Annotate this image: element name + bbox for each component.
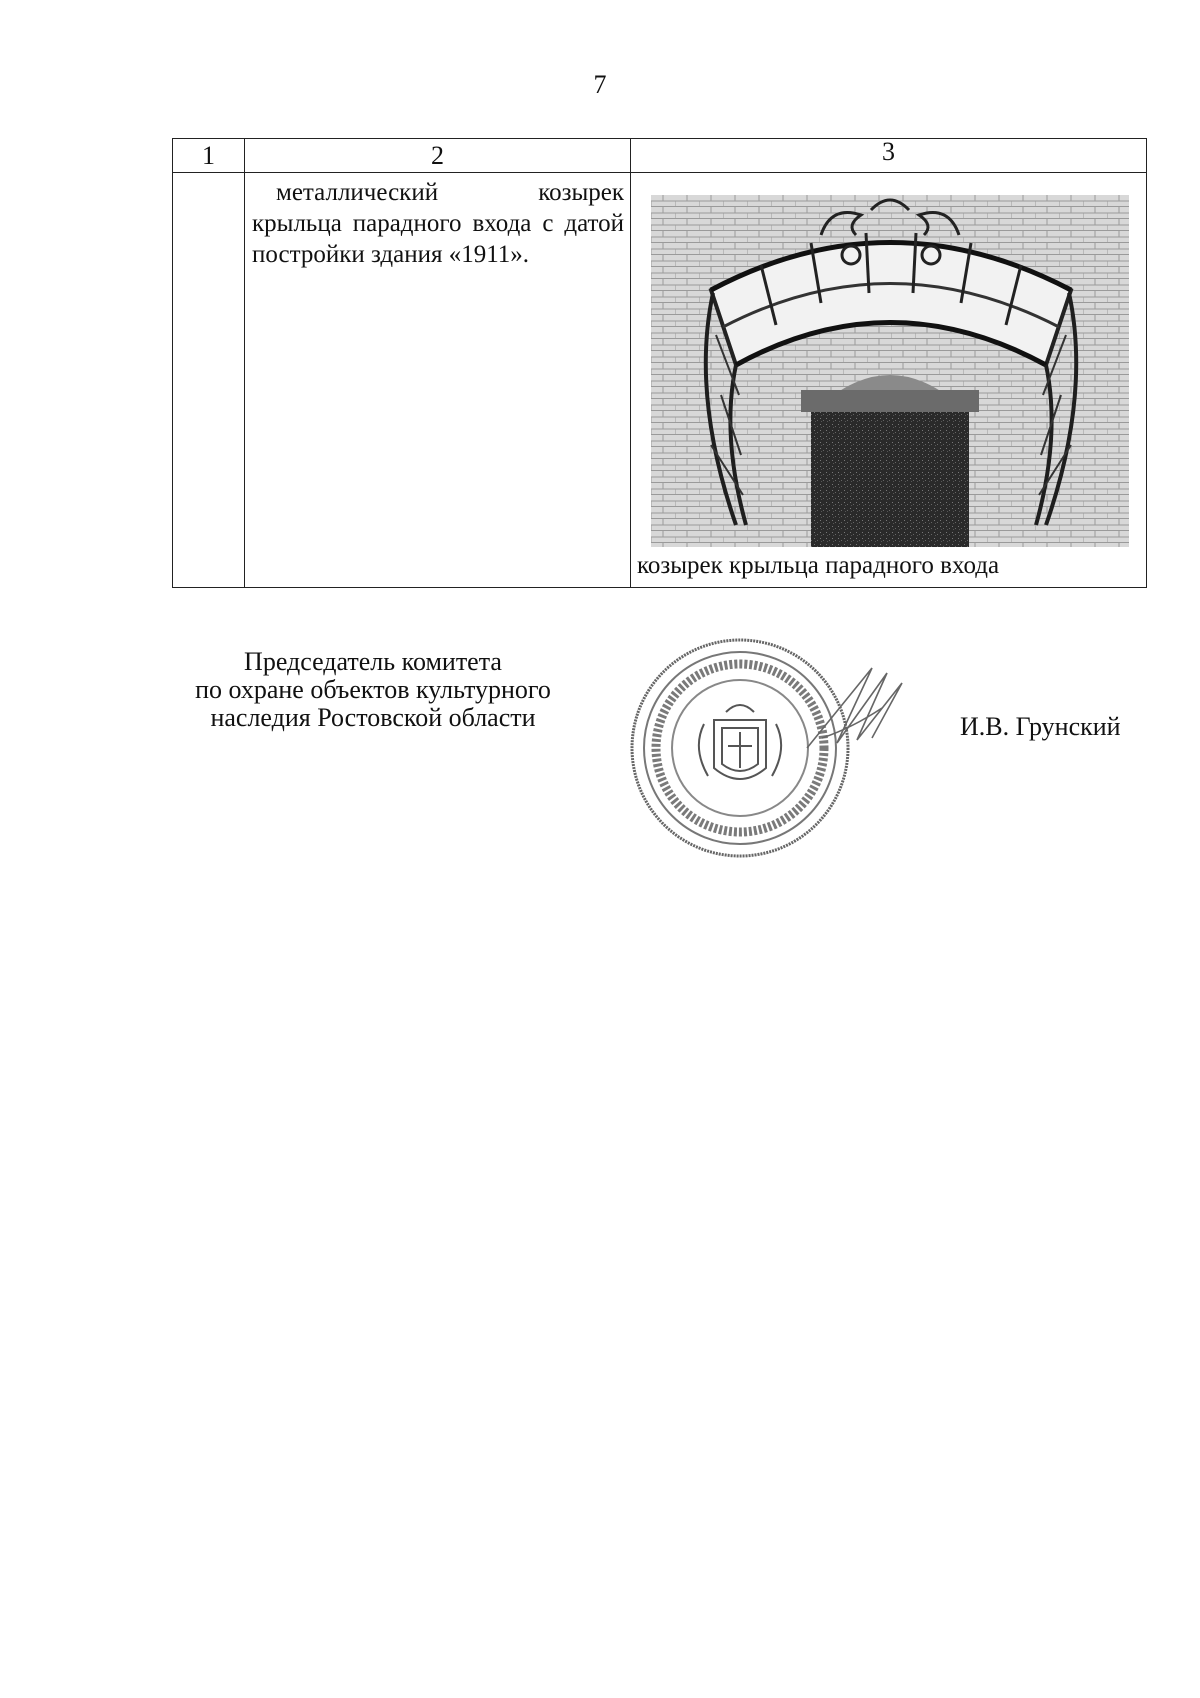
header-cell-3: 3 — [631, 139, 1147, 173]
chairman-title-line: по охране объектов культурного — [195, 675, 551, 704]
chairman-title-line: наследия Ростовской области — [210, 703, 536, 732]
header-cell-2: 2 — [245, 139, 631, 173]
signer-name: И.В. Грунский — [960, 712, 1121, 741]
row-cell-photo — [631, 173, 1147, 588]
handwritten-signature-icon — [807, 668, 902, 748]
table-header-row — [173, 139, 1147, 173]
row-cell-description — [245, 173, 631, 588]
table-row — [173, 173, 1147, 588]
photo-caption: козырек крыльца парадного входа — [637, 552, 1000, 579]
chairman-title — [168, 648, 578, 732]
coat-of-arms-icon — [699, 705, 781, 779]
official-seal-icon — [622, 628, 932, 868]
page-number: 7 — [593, 70, 607, 99]
row-cell-number — [173, 173, 245, 588]
document-table — [172, 138, 1147, 588]
object-description: металлический козырек крыльца парадного входа с датой постройки здания «1911». — [252, 179, 624, 268]
header-cell-1: 1 — [173, 139, 245, 173]
canopy-photo — [651, 195, 1129, 547]
chairman-title-line: Председатель комитета — [244, 647, 502, 676]
